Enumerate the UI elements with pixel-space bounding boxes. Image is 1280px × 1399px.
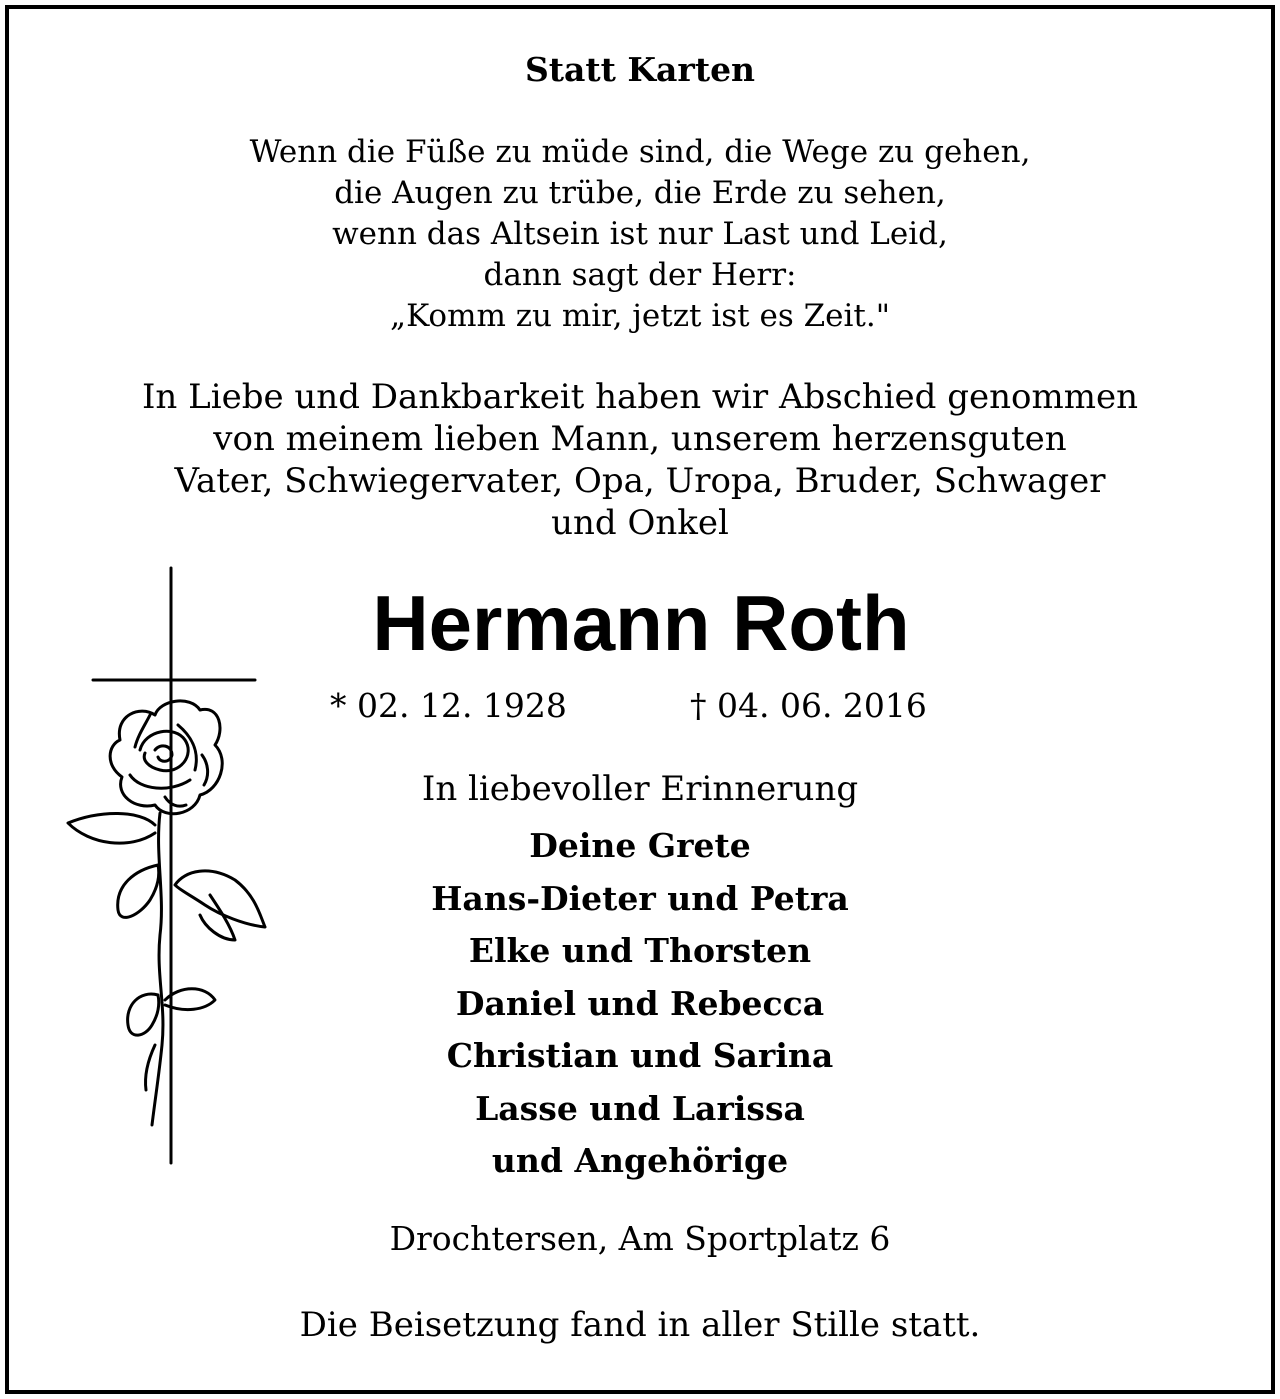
intro-text <box>0 376 1280 544</box>
cross-with-rose-icon <box>60 565 280 1165</box>
address: Drochtersen, Am Sportplatz 6 <box>389 1219 891 1258</box>
birth-date: * 02. 12. 1928 <box>330 686 567 725</box>
intro-line: und Onkel <box>551 503 729 543</box>
poem-line: „Komm zu mir, jetzt ist es Zeit." <box>390 298 890 334</box>
poem-line: die Augen zu trübe, die Erde zu sehen, <box>334 175 946 211</box>
mourner-entry: Christian und Sarina <box>446 1036 834 1075</box>
mourner-entry: und Angehörige <box>491 1141 789 1180</box>
notice-heading: Statt Karten <box>524 50 756 89</box>
mourner-entry: Deine Grete <box>529 826 751 865</box>
rose-stem <box>152 813 163 1125</box>
mourner-entry: Elke und Thorsten <box>468 931 812 970</box>
rose-leaves <box>68 813 265 1090</box>
death-date: † 04. 06. 2016 <box>690 686 927 725</box>
mourner-entry: Daniel und Rebecca <box>455 983 825 1023</box>
intro-line: In Liebe und Dankbarkeit haben wir Abschied genommen <box>142 377 1138 417</box>
intro-line: Vater, Schwiegervater, Opa, Uropa, Bruder, Schwager <box>174 461 1106 501</box>
burial-note: Die Beisetzung fand in aller Stille statt. <box>299 1305 981 1345</box>
intro-line: von meinem lieben Mann, unserem herzensguten <box>213 419 1067 459</box>
poem <box>0 132 1280 337</box>
poem-line: dann sagt der Herr: <box>483 257 797 293</box>
rose-bloom <box>110 701 222 814</box>
poem-line: Wenn die Füße zu müde sind, die Wege zu gehen, <box>249 134 1031 170</box>
memory-line: In liebevoller Erinnerung <box>421 769 859 809</box>
mourner-entry: Hans-Dieter und Petra <box>431 878 849 918</box>
mourners-list <box>316 820 964 1188</box>
mourner-entry: Lasse und Larissa <box>475 1088 805 1128</box>
deceased-name: Hermann Roth <box>372 579 910 667</box>
poem-line: wenn das Altsein ist nur Last und Leid, <box>332 216 948 252</box>
